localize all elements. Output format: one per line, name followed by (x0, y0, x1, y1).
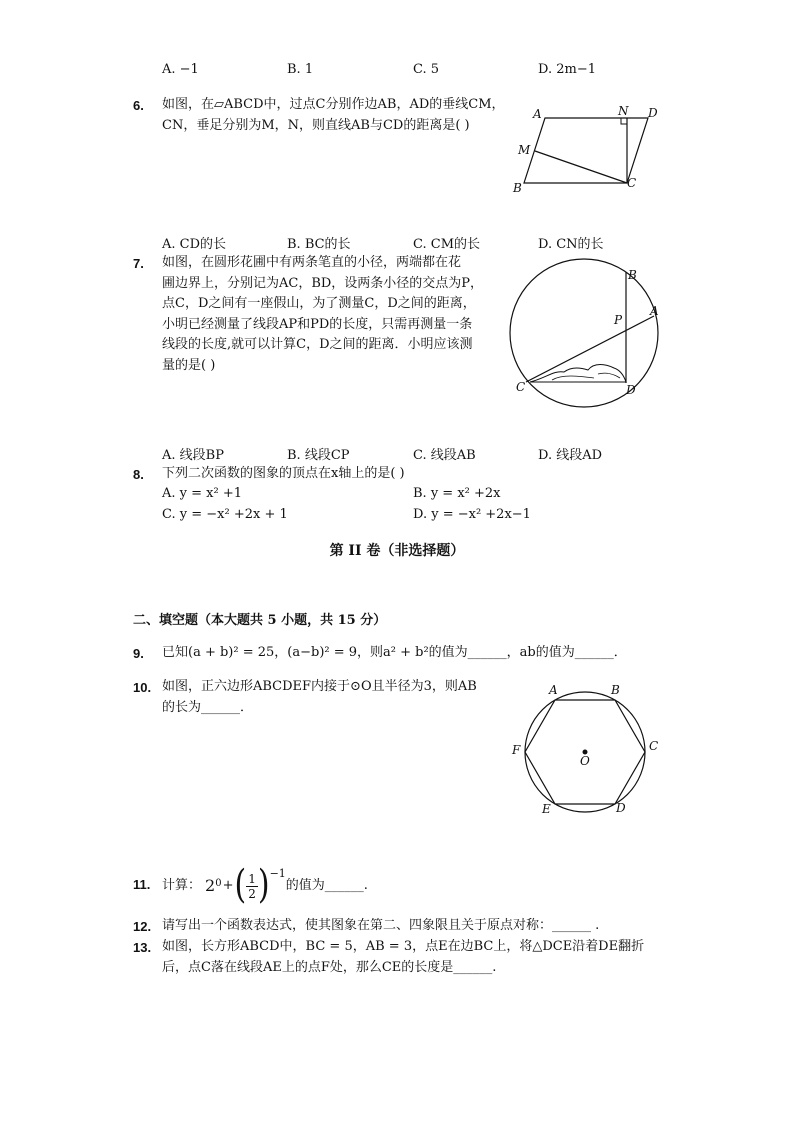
segment-cm (535, 151, 627, 183)
q11-base: 2 (205, 875, 216, 895)
q11-exp: −1 (269, 866, 286, 880)
q11-exp0: 0 (215, 877, 222, 889)
q11-prefix: 计算： (162, 877, 202, 893)
right-angle-mark (621, 118, 627, 124)
label-a: A (549, 683, 558, 697)
q9-number: 9. (133, 646, 144, 661)
q5-option-a: A. −1 (162, 62, 199, 77)
q7-option-b: B. 线段CP (287, 448, 350, 463)
rockery-detail (552, 373, 620, 380)
label-b: B (513, 181, 522, 195)
q11-denominator: 2 (248, 886, 256, 901)
section2-title: 二、填空题（本大题共 5 小题，共 15 分） (133, 613, 387, 628)
q11-number: 11. (133, 877, 151, 892)
q6-option-c: C. CM的长 (413, 237, 481, 252)
q7-option-c: C. 线段AB (413, 448, 476, 463)
label-d: D (616, 801, 626, 815)
q11-right-paren: ) (257, 862, 270, 909)
path-ac (526, 316, 654, 382)
q6-stem (162, 95, 505, 136)
label-a: A (533, 107, 542, 121)
label-o: O (580, 754, 590, 768)
q13-number: 13. (133, 940, 152, 955)
label-b: B (611, 683, 620, 697)
q11-numerator: 1 (248, 871, 256, 886)
q6-option-d: D. CN的长 (538, 237, 604, 252)
q7-option-a: A. 线段BP (162, 448, 224, 463)
q6-option-a: A. CD的长 (162, 237, 227, 252)
q7-number: 7. (133, 256, 144, 271)
label-c: C (649, 739, 659, 753)
q8-option-c: C. y = −x² +2x + 1 (162, 507, 288, 522)
q6-stem-line: 如图，在▱ABCD中，过点C分别作边AB，AD的垂线CM， (162, 97, 505, 112)
q12-text: 请写出一个函数表达式，使其图象在第二、四象限且关于原点对称：______ . (162, 918, 600, 933)
parallelogram-abcd (524, 118, 648, 183)
q10-hexagon-figure (507, 682, 665, 818)
q11-fraction (246, 872, 258, 901)
q7-option-d: D. 线段AD (538, 448, 603, 463)
label-f: F (512, 743, 521, 757)
label-d: D (648, 106, 658, 120)
label-d: D (626, 383, 636, 397)
q8-option-d: D. y = −x² +2x−1 (413, 507, 531, 522)
q8-option-a: A. y = x² +1 (162, 486, 242, 501)
q5-option-d: D. 2m−1 (538, 62, 596, 77)
q11-left-paren: ( (234, 862, 247, 909)
q11-expression (162, 862, 368, 910)
q7-stem-line: 小明已经测量了线段AP和PD的长度，只需再测量一条 (162, 316, 473, 332)
label-c: C (627, 176, 637, 190)
q5-option-c: C. 5 (413, 62, 440, 77)
q7-circle-figure (502, 258, 667, 408)
q11-suffix: 的值为______. (285, 877, 368, 893)
q13-stem (162, 937, 644, 978)
label-n: N (618, 104, 629, 118)
rockery-shape (530, 365, 626, 383)
q6-number: 6. (133, 98, 144, 113)
q5-option-b: B. 1 (287, 62, 314, 77)
label-e: E (542, 802, 551, 816)
q8-option-b: B. y = x² +2x (413, 486, 501, 501)
q7-stem-line: 点C，D之间有一座假山，为了测量C，D之间的距离， (162, 296, 476, 311)
label-a: A (650, 304, 659, 318)
q7-stem (162, 253, 483, 376)
label-m: M (518, 143, 531, 157)
label-p: P (614, 313, 623, 327)
q13-stem-line: 后，点C落在线段AE上的点F处，那么CE的长度是______. (162, 959, 497, 975)
label-b: B (628, 268, 637, 282)
q6-option-b: B. BC的长 (287, 237, 351, 252)
part2-title: 第 II 卷（非选择题） (329, 543, 465, 559)
q6-parallelogram-figure (505, 100, 665, 200)
q8-number: 8. (133, 467, 144, 482)
q10-stem-line: 的长为______． (162, 699, 254, 715)
label-c: C (516, 380, 526, 394)
q7-stem-line: 圃边界上，分别记为AC，BD，设两条小径的交点为P， (162, 275, 484, 291)
q8-stem: 下列二次函数的图象的顶点在x轴上的是( ) (162, 466, 405, 481)
q12-number: 12. (133, 919, 152, 934)
q7-stem-line: 量的是( ) (162, 357, 216, 373)
q7-stem-line: 如图，在圆形花圃中有两条笔直的小径，两端都在花 (162, 255, 462, 270)
q10-number: 10. (133, 680, 152, 695)
q10-stem-line: 如图，正六边形ABCDEF内接于⊙O且半径为3，则AB (162, 679, 477, 694)
q7-stem-line: 线段的长度,就可以计算C，D之间的距离．小明应该测 (162, 337, 473, 352)
q10-stem (162, 677, 477, 718)
q13-stem-line: 如图，长方形ABCD中，BC = 5，AB = 3，点E在边BC上，将△DCE沿着DE翻折 (162, 939, 645, 954)
q6-stem-line: CN，垂足分别为M，N，则直线AB与CD的距离是( ) (162, 117, 470, 133)
q11-plus: + (222, 877, 234, 893)
q9-text: 已知(a + b)² = 25，(a−b)² = 9，则a² + b²的值为______，ab的值为______． (162, 645, 627, 660)
